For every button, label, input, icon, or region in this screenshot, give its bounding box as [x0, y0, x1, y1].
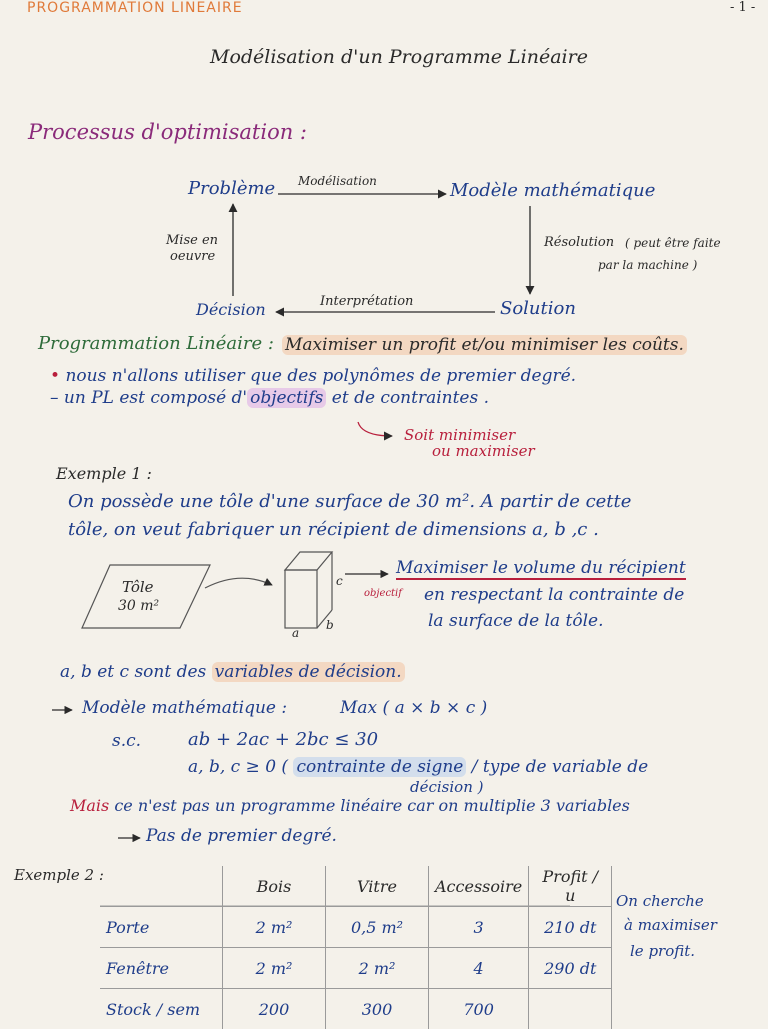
cycle-interpretation-label: Interprétation	[320, 294, 413, 309]
cell-accessoire: 3	[429, 907, 529, 948]
cycle-decision: Décision	[196, 300, 266, 319]
page-title: Modélisation d'un Programme Linéaire	[210, 46, 588, 68]
cell-accessoire: 4	[429, 948, 529, 989]
cycle-probleme: Problème	[188, 178, 275, 199]
col-header-bois: Bois	[223, 866, 326, 907]
ex1-mais: Mais ce n'est pas un programme linéaire car on multiplie 3 variables	[70, 796, 630, 815]
cycle-solution: Solution	[500, 298, 576, 319]
ex2-table	[100, 866, 612, 1029]
model-label: Modèle mathématique :	[82, 698, 287, 718]
cycle-resolution-label: Résolution	[544, 235, 614, 250]
recipient-box	[285, 552, 332, 628]
tole-label-2: 30 m²	[118, 598, 159, 614]
cycle-resolution-note-1: ( peut être faite	[625, 236, 721, 250]
col-header-accessoire: Accessoire	[429, 866, 529, 907]
pl-bullet-1: • nous n'allons utiliser que des polynômes de premier degré.	[50, 366, 576, 386]
dim-a: a	[292, 626, 299, 640]
cell-profit: 210 dt	[529, 907, 612, 948]
row-label: Stock / sem	[100, 989, 223, 1029]
row-label: Porte	[100, 907, 223, 948]
pl-objectifs-highlight: objectifs	[247, 388, 326, 408]
table-row	[100, 907, 612, 948]
page-number: - 1 -	[730, 0, 755, 15]
dim-b: b	[326, 618, 334, 632]
ex1-heading: Exemple 1 :	[56, 464, 152, 483]
cycle-modelisation-label: Modélisation	[298, 174, 377, 188]
col-header-vitre: Vitre	[326, 866, 429, 907]
cell-bois: 200	[223, 989, 326, 1029]
ex1-objectif-2: en respectant la contrainte de	[424, 585, 684, 605]
objectif-tag: objectif	[364, 588, 402, 599]
tole-label-1: Tôle	[122, 578, 154, 596]
cell-accessoire: 700	[429, 989, 529, 1029]
cell-profit: 290 dt	[529, 948, 612, 989]
variables-highlight: variables de décision.	[212, 662, 405, 682]
model-sc: s.c.	[112, 731, 141, 751]
ex2-heading: Exemple 2 :	[14, 866, 104, 884]
model-max: Max ( a × b × c )	[340, 698, 487, 718]
sign-highlight: contrainte de signe	[293, 757, 466, 777]
dim-c: c	[336, 574, 343, 588]
ex1-line-1: On possède une tôle d'une surface de 30 m². A partir de cette	[68, 491, 631, 512]
ex2-note-2: à maximiser	[624, 916, 717, 934]
cycle-mise-label-1: Mise en	[166, 233, 218, 248]
ex2-note-3: le profit.	[630, 942, 695, 960]
table-row	[100, 948, 612, 989]
cell-vitre: 300	[326, 989, 429, 1029]
tole-parallelogram	[82, 565, 210, 628]
header-title: PROGRAMMATION LINEAIRE	[27, 0, 243, 16]
col-header-profit: Profit / u	[529, 866, 612, 907]
section-heading-optimisation: Processus d'optimisation :	[28, 120, 307, 144]
ex1-objectif-1: Maximiser le volume du récipient	[396, 558, 686, 580]
ex1-objectif-3: la surface de la tôle.	[428, 611, 603, 631]
ex1-pas-degre: Pas de premier degré.	[146, 826, 337, 846]
table-row	[100, 989, 612, 1029]
ex1-variables: a, b et c sont des variables de décision.	[60, 662, 405, 682]
cell-bois: 2 m²	[223, 948, 326, 989]
pl-note-1: Soit minimiser	[404, 426, 515, 444]
arrow-tole-to-box	[205, 578, 272, 588]
model-constraint: ab + 2ac + 2bc ≤ 30	[188, 729, 378, 750]
ex2-note-1: On cherche	[616, 892, 704, 910]
cycle-mise-label-2: oeuvre	[170, 249, 215, 264]
pl-note-2: ou maximiser	[432, 442, 535, 460]
ex1-line-2: tôle, on veut fabriquer un récipient de dimensions a, b ,c .	[68, 519, 599, 540]
cell-bois: 2 m²	[223, 907, 326, 948]
model-sign: a, b, c ≥ 0 ( contrainte de signe / type de variable de	[188, 757, 648, 777]
cell-profit	[529, 989, 612, 1029]
cell-vitre: 0,5 m²	[326, 907, 429, 948]
pl-definition: Maximiser un profit et/ou minimiser les coûts.	[282, 335, 687, 355]
cell-vitre: 2 m²	[326, 948, 429, 989]
row-label: Fenêtre	[100, 948, 223, 989]
model-sign-decision: décision )	[410, 778, 483, 796]
pl-bullet-2: – un PL est composé d' objectifs et de contraintes .	[50, 388, 489, 408]
pl-label: Programmation Linéaire :	[38, 333, 274, 354]
arrow-note-objectif	[358, 422, 392, 436]
cycle-modele: Modèle mathématique	[450, 180, 655, 201]
cycle-resolution-note-2: par la machine )	[598, 258, 697, 272]
